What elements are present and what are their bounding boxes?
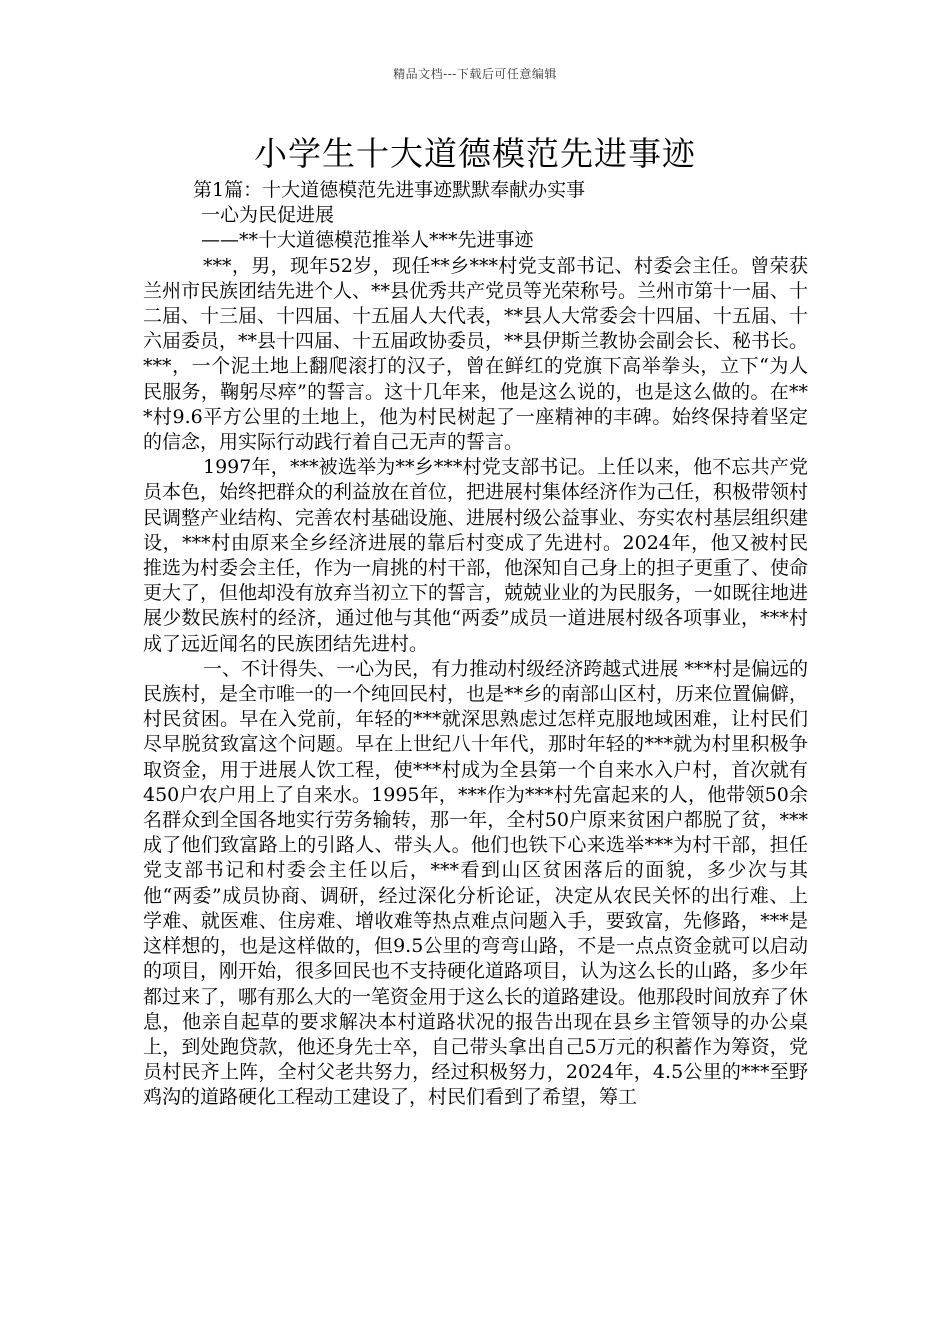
paragraph: 1997年，***被选举为**乡***村党支部书记。上任以来，他不忘共产党员本色，始终把群众的利益放在首位，把进展村集体经济作为己任，积极带领村民调整产业结构、完善农村基础设施、进展村级公益事业、夯实农村基层组织建设，***村由原来全乡经济进展的靠后村变成了先进村。2024年，他又被村民推选为村委会主任，作为一肩挑的村干部，他深知自己身上的担子更重了、使命更大了，但他却没有放弃当初立下的誓言，兢兢业业的为民服务，一如既往地进展少数民族村的经济，通过他与其他“两委”成员一道进展村级各项事业，***村成了远近闻名的民族团结先进村。 — [143, 456, 809, 655]
document-title: 小学生十大道德模范先进事迹 — [254, 134, 696, 173]
chapter-byline: ——**十大道德模范推举人***先进事迹 — [201, 229, 534, 252]
document-body — [143, 178, 808, 1111]
paragraph: ***，男，现年52岁，现任**乡***村党支部书记、村委会主任。曾荣获兰州市民族团结先进个人、**县优秀共产党员等光荣称号。兰州市第十一届、十二届、十三届、十四届、十五届人大代表，**县人大常委会十四届、十五届、十六届委员，**县十四届、十五届政协委员，**县伊斯兰教协会副会长、秘书长。***，一个泥土地上翻爬滚打的汉子，曾在鲜红的党旗下高举拳头，立下“为人民服务，鞠躬尽瘁”的誓言。这十几年来，他是这么说的，也是这么做的。在***村9.6平方公里的土地上，他为村民树起了一座精神的丰碑。始终保持着坚定的信念，用实际行动践行着自己无声的誓言。 — [143, 254, 809, 454]
chapter-subtitle: 一心为民促进展 — [201, 204, 335, 227]
paragraph: 一、不计得失、一心为民，有力推动村级经济跨越式进展 ***村是偏远的民族村，是全市唯一的一个纯回民村，也是**乡的南部山区村，历来位置偏僻，村民贫困。早在入党前，年轻的***就深思熟虑过怎样克服地域困难，让村民们尽早脱贫致富这个问题。早在上世纪八十年代，那时年轻的***就为村里积极争取资金，用于进展人饮工程，使***村成为全县第一个自来水入户村，首次就有450户农户用上了自来水。1995年，***作为***村先富起来的人，他带领50余名群众到全国各地实行劳务输转，那一年，全村50户原来贫困户都脱了贫，***成了他们致富路上的引路人、带头人。他们也铁下心来选举***为村干部，担任党支部书记和村委会主任以后，***看到山区贫困落后的面貌，多少次与其他“两委”成员协商、调研，经过深化分析论证，决定从农民关怀的出行难、上学难、就医难、住房难、增收难等热点难点问题入手，要致富，先修路，***是这样想的，也是这样做的，但9.5公里的弯弯山路，不是一点点资金就可以启动的项目，刚开始，很多回民也不支持硬化道路项目，认为这么长的山路，多少年都过来了，哪有那么大的一笔资金用于这么长的道路建设。他那段时间放弃了休息，他亲自起草的要求解决本村道路状况的报告出现在县乡主管领导的办公桌上，到处跑贷款，他还身先士卒，自己带头拿出自己5万元的积蓄作为筹资，党员村民齐上阵，全村父老共努力，经过积极努力，2024年，4.5公里的***至野鸡沟的道路硬化工程动工建设了，村民们看到了希望，筹工 — [143, 657, 809, 1109]
page-header-note: 精品文档---下载后可任意编辑 — [393, 67, 557, 81]
chapter-heading: 第1篇：十大道德模范先进事迹默默奉献办实事 — [193, 179, 586, 201]
